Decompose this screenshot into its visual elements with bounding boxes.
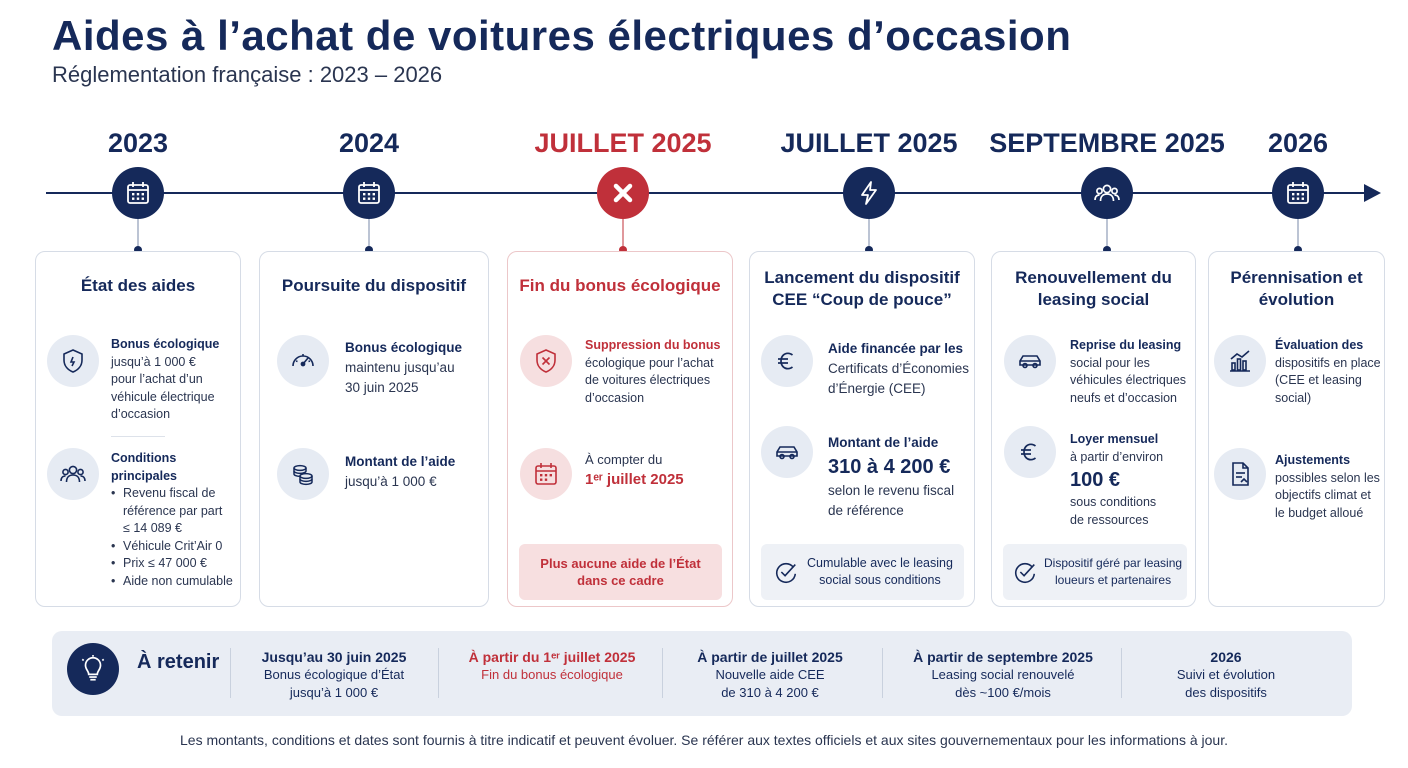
calendar-icon xyxy=(112,167,164,219)
bonus-line: 30 juin 2025 xyxy=(345,380,419,395)
summary-line: de 310 à 4 200 € xyxy=(721,685,819,700)
timeline-stem xyxy=(1298,219,1299,247)
check-badge-icon xyxy=(1012,559,1038,585)
bonus-heading: Bonus écologique xyxy=(111,337,220,351)
car-icon xyxy=(761,426,813,478)
lightbulb-icon xyxy=(67,643,119,695)
timeline-arrow xyxy=(1364,184,1381,202)
conditions-heading: Conditions principales xyxy=(111,451,177,483)
summary-divider xyxy=(1121,648,1122,698)
timeline-axis xyxy=(46,192,1368,194)
card-title: leasing social xyxy=(1037,290,1150,309)
summary-col-september-2025 xyxy=(913,648,1093,702)
suppression-line: de voitures électriques xyxy=(585,373,711,387)
adjust-line: possibles selon les xyxy=(1275,470,1380,485)
rent-line: de ressources xyxy=(1070,512,1149,527)
leasing-line: neufs et d’occasion xyxy=(1070,390,1178,405)
divider xyxy=(111,436,165,437)
note-line: Dispositif géré par leasing xyxy=(1044,556,1183,570)
people-icon xyxy=(1081,167,1133,219)
summary-divider xyxy=(662,648,663,698)
amount-heading: Montant de l’aide xyxy=(345,454,456,469)
timeline-year-july-2025-cee: JUILLET 2025 xyxy=(780,128,958,158)
amount-line: jusqu’à 1 000 € xyxy=(345,474,437,489)
summary-col-july-2025-end xyxy=(469,648,636,684)
note-line: loueurs et partenaires xyxy=(1055,573,1172,587)
cumul-note xyxy=(761,544,964,600)
rent-value: 100 € xyxy=(1070,469,1121,491)
card-july-2025-end xyxy=(507,251,733,607)
card-2023 xyxy=(35,251,241,607)
summary-heading: À partir de juillet 2025 xyxy=(697,649,843,665)
coins-icon xyxy=(277,448,329,500)
card-title: CEE “Coup de pouce” xyxy=(772,290,952,309)
amount-value: 310 à 4 200 € xyxy=(828,456,951,478)
timeline-stem xyxy=(1107,219,1108,247)
adjust-line: le budget alloué xyxy=(1275,505,1364,520)
card-july-2025-cee xyxy=(749,251,975,607)
condition-item: • Aide non cumulable xyxy=(111,573,239,591)
suppression-line: d’occasion xyxy=(585,390,645,405)
summary-heading: À partir du 1ᵉʳ juillet 2025 xyxy=(468,649,636,665)
card-september-2025 xyxy=(991,251,1196,607)
note-line: social sous conditions xyxy=(819,573,941,587)
page-subtitle: Réglementation française : 2023 – 2026 xyxy=(52,62,443,87)
evaluation-heading: Évaluation des xyxy=(1275,338,1364,352)
car-icon xyxy=(1004,335,1056,387)
bonus-line: jusqu’à 1 000 € xyxy=(111,354,196,369)
suppression-line: écologique pour l’achat xyxy=(585,355,714,370)
bonus-line: pour l’achat d’un xyxy=(111,372,203,386)
amount-line: selon le revenu fiscal xyxy=(828,483,955,498)
amount-line: de référence xyxy=(828,503,904,518)
leasing-line: véhicules électriques xyxy=(1070,373,1187,387)
leasing-line: social pour les xyxy=(1070,355,1150,370)
card-2024 xyxy=(259,251,489,607)
summary-line: dès ~100 €/mois xyxy=(955,685,1051,700)
euro-icon xyxy=(1004,426,1056,478)
summary-line: Fin du bonus écologique xyxy=(481,667,623,682)
cee-heading: Aide financée par les xyxy=(828,341,964,356)
bonus-line: véhicule électrique xyxy=(111,389,215,404)
cee-line: d’Énergie (CEE) xyxy=(828,381,926,396)
rent-line: à partir d’environ xyxy=(1070,449,1164,464)
summary-divider xyxy=(438,648,439,698)
calendar-icon xyxy=(343,167,395,219)
card-title: Poursuite du dispositif xyxy=(281,276,467,295)
note-line: Plus aucune aide de l’État xyxy=(540,556,701,571)
suppression-heading: Suppression du bonus xyxy=(585,338,721,352)
card-2026 xyxy=(1208,251,1385,607)
evaluation-line: social) xyxy=(1275,390,1312,405)
note-line: dans ce cadre xyxy=(577,573,664,588)
summary-line: Leasing social renouvelé xyxy=(931,667,1075,682)
calendar-icon xyxy=(1272,167,1324,219)
people-icon xyxy=(47,448,99,500)
evaluation-line: (CEE et leasing xyxy=(1275,373,1362,387)
card-title: Fin du bonus écologique xyxy=(519,276,721,295)
card-title: Pérennisation et xyxy=(1230,268,1363,287)
document-icon xyxy=(1214,448,1266,500)
summary-label: À retenir xyxy=(137,651,220,673)
summary-divider xyxy=(882,648,883,698)
date-value: 1ᵉʳ juillet 2025 xyxy=(585,470,684,488)
lightning-icon xyxy=(843,167,895,219)
date-intro: À compter du xyxy=(585,452,663,467)
no-aid-note xyxy=(519,544,722,600)
card-title: État des aides xyxy=(80,276,196,295)
timeline-year-september-2025: SEPTEMBRE 2025 xyxy=(989,128,1225,158)
summary-col-july-2025-cee xyxy=(697,648,843,702)
bonus-heading: Bonus écologique xyxy=(345,340,463,355)
card-title: évolution xyxy=(1258,290,1335,309)
timeline-stem xyxy=(623,219,624,247)
timeline-stem xyxy=(369,219,370,247)
gauge-icon xyxy=(277,335,329,387)
shield-icon xyxy=(47,335,99,387)
summary-line: Bonus écologique d’État xyxy=(263,667,405,682)
leasing-heading: Reprise du leasing xyxy=(1070,338,1182,352)
evaluation-line: dispositifs en place xyxy=(1275,355,1381,370)
note-line: Cumulable avec le leasing xyxy=(807,556,953,570)
summary-col-june-2025 xyxy=(262,648,407,702)
summary-line: des dispositifs xyxy=(1185,685,1267,700)
timeline-year-2026: 2026 xyxy=(1267,128,1329,158)
bonus-line: maintenu jusqu’au xyxy=(345,360,455,375)
condition-item: • Prix ≤ 47 000 € xyxy=(111,555,239,573)
euro-icon xyxy=(761,335,813,387)
adjust-line: objectifs climat et xyxy=(1275,488,1371,502)
timeline-year-2023: 2023 xyxy=(107,128,169,158)
shield-x-icon xyxy=(520,335,572,387)
summary-heading: À partir de septembre 2025 xyxy=(913,649,1093,665)
card-title: Lancement du dispositif xyxy=(764,268,960,287)
timeline-stem xyxy=(138,219,139,247)
adjust-heading: Ajustements xyxy=(1275,453,1351,467)
rent-line: sous conditions xyxy=(1070,495,1157,509)
timeline-year-2024: 2024 xyxy=(338,128,400,158)
summary-divider xyxy=(230,648,231,698)
condition-item: • Véhicule Crit’Air 0 xyxy=(111,538,239,556)
cee-line: Certificats d’Économies xyxy=(828,361,970,376)
footer-disclaimer: Les montants, conditions et dates sont fournis à titre indicatif et peuvent évoluer. Se référer aux textes officiels et aux sites gouvernementaux pour les informations à jour. xyxy=(180,732,1228,748)
page-title: Aides à l’achat de voitures électriques d’occasion xyxy=(52,12,1072,59)
timeline-stem xyxy=(869,219,870,247)
summary-line: jusqu’à 1 000 € xyxy=(289,685,379,700)
rent-heading: Loyer mensuel xyxy=(1070,432,1159,446)
card-title: Renouvellement du xyxy=(1015,268,1172,287)
summary-line: Suivi et évolution xyxy=(1176,667,1276,682)
summary-col-2026 xyxy=(1177,648,1275,702)
summary-heading: 2026 xyxy=(1210,649,1242,665)
calendar-icon xyxy=(520,448,572,500)
bar-chart-icon xyxy=(1214,335,1266,387)
summary-line: Nouvelle aide CEE xyxy=(715,667,825,682)
condition-item: • Revenu fiscal de référence par part ≤ 14 089 € xyxy=(111,485,239,538)
timeline-year-july-2025-end: JUILLET 2025 xyxy=(534,128,712,158)
bonus-line: d’occasion xyxy=(111,407,171,421)
check-badge-icon xyxy=(773,559,799,585)
amount-heading: Montant de l’aide xyxy=(828,435,939,450)
summary-heading: Jusqu’au 30 juin 2025 xyxy=(261,649,407,665)
cross-icon xyxy=(597,167,649,219)
managed-note xyxy=(1003,544,1187,600)
